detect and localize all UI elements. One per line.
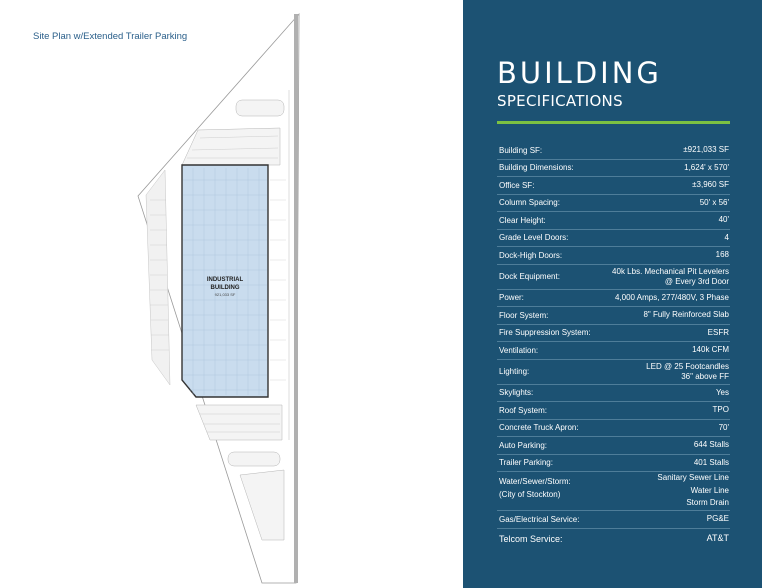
spec-value: ESFR <box>707 327 729 337</box>
spec-row <box>497 511 730 529</box>
spec-label: Ventilation: <box>499 345 539 355</box>
spec-row <box>497 307 730 325</box>
spec-label: Auto Parking: <box>499 440 548 450</box>
spec-value: 140k CFM <box>692 345 729 355</box>
spec-label: Building Dimensions: <box>499 163 574 173</box>
accent-rule <box>497 121 730 124</box>
spec-value-line: 40k Lbs. Mechanical Pit Levelers <box>612 266 729 276</box>
spec-label: Dock-High Doors: <box>499 250 563 260</box>
spec-label: Power: <box>499 293 524 303</box>
spec-row <box>497 455 730 473</box>
spec-value: 168 <box>715 250 729 260</box>
spec-value-line: @ Every 3rd Door <box>664 276 729 286</box>
spec-row <box>497 290 730 308</box>
spec-row <box>497 325 730 343</box>
spec-value <box>657 472 730 510</box>
spec-row <box>497 420 730 438</box>
spec-label: Concrete Truck Apron: <box>499 423 579 433</box>
spec-label: Column Spacing: <box>499 198 560 208</box>
spec-label: Grade Level Doors: <box>499 233 569 243</box>
spec-value: 50' x 56' <box>699 197 729 207</box>
spec-value: AT&T <box>706 532 729 543</box>
spec-row <box>497 195 730 213</box>
spec-label: Roof System: <box>499 405 548 415</box>
spec-label: Building SF: <box>499 145 543 155</box>
spec-value <box>612 267 730 287</box>
spec-row <box>497 160 730 178</box>
spec-value: ±921,033 SF <box>683 145 729 155</box>
spec-value: 40' <box>718 215 729 225</box>
spec-label-line: Water/Sewer/Storm: <box>499 477 571 486</box>
spec-row <box>497 142 730 160</box>
spec-label: Clear Height: <box>499 215 546 225</box>
spec-value: ±3,960 SF <box>692 180 729 190</box>
spec-label: Floor System: <box>499 310 549 320</box>
spec-label <box>497 472 571 502</box>
spec-value: 70' <box>718 422 729 432</box>
spec-row <box>497 212 730 230</box>
spec-row <box>497 402 730 420</box>
spec-label: Lighting: <box>499 367 530 376</box>
building-label-line1: INDUSTRIAL <box>206 277 244 283</box>
specifications-panel <box>463 0 762 588</box>
site-plan-title: Site Plan w/Extended Trailer Parking <box>33 31 188 42</box>
spec-value-line: LED @ 25 Footcandles <box>646 361 729 371</box>
spec-label: Gas/Electrical Service: <box>499 514 580 524</box>
spec-value: 4 <box>724 232 729 242</box>
spec-subheading: SPECIFICATIONS <box>497 92 623 110</box>
spec-value-line: Water Line <box>690 485 729 495</box>
spec-row <box>497 230 730 248</box>
spec-label: Skylights: <box>499 388 534 398</box>
spec-row <box>497 247 730 265</box>
spec-heading: BUILDING <box>497 56 662 90</box>
spec-label: Telcom Service: <box>499 533 563 544</box>
spec-value: 401 Stalls <box>693 457 729 467</box>
spec-value: 4,000 Amps, 277/480V, 3 Phase <box>614 292 729 302</box>
spec-table <box>497 142 730 549</box>
spec-value <box>646 362 730 382</box>
spec-value: TPO <box>712 405 729 415</box>
building-label-line2: BUILDING <box>210 285 240 291</box>
spec-label: Trailer Parking: <box>499 458 553 468</box>
spec-row <box>497 342 730 360</box>
spec-row <box>497 265 730 290</box>
spec-value-line: Sanitary Sewer Line <box>657 472 729 482</box>
spec-label-line: (City of Stockton) <box>499 489 561 499</box>
spec-label: Fire Suppression System: <box>499 328 591 338</box>
spec-value-line: Storm Drain <box>686 498 729 508</box>
spec-value: 644 Stalls <box>693 440 729 450</box>
spec-value: 8" Fully Reinforced Slab <box>643 310 729 320</box>
spec-label: Dock Equipment: <box>499 272 560 281</box>
spec-row <box>497 177 730 195</box>
spec-label: Office SF: <box>499 180 535 190</box>
spec-row <box>497 437 730 455</box>
spec-value: 1,624' x 570' <box>684 162 729 172</box>
spec-row <box>497 385 730 403</box>
spec-row <box>497 472 730 511</box>
building-area-label: 921,033 SF <box>214 292 236 297</box>
spec-value-line: 36" above FF <box>681 371 729 381</box>
spec-value: PG&E <box>706 514 729 524</box>
spec-row <box>497 360 730 385</box>
spec-value: Yes <box>715 387 729 397</box>
spec-row <box>497 529 730 549</box>
